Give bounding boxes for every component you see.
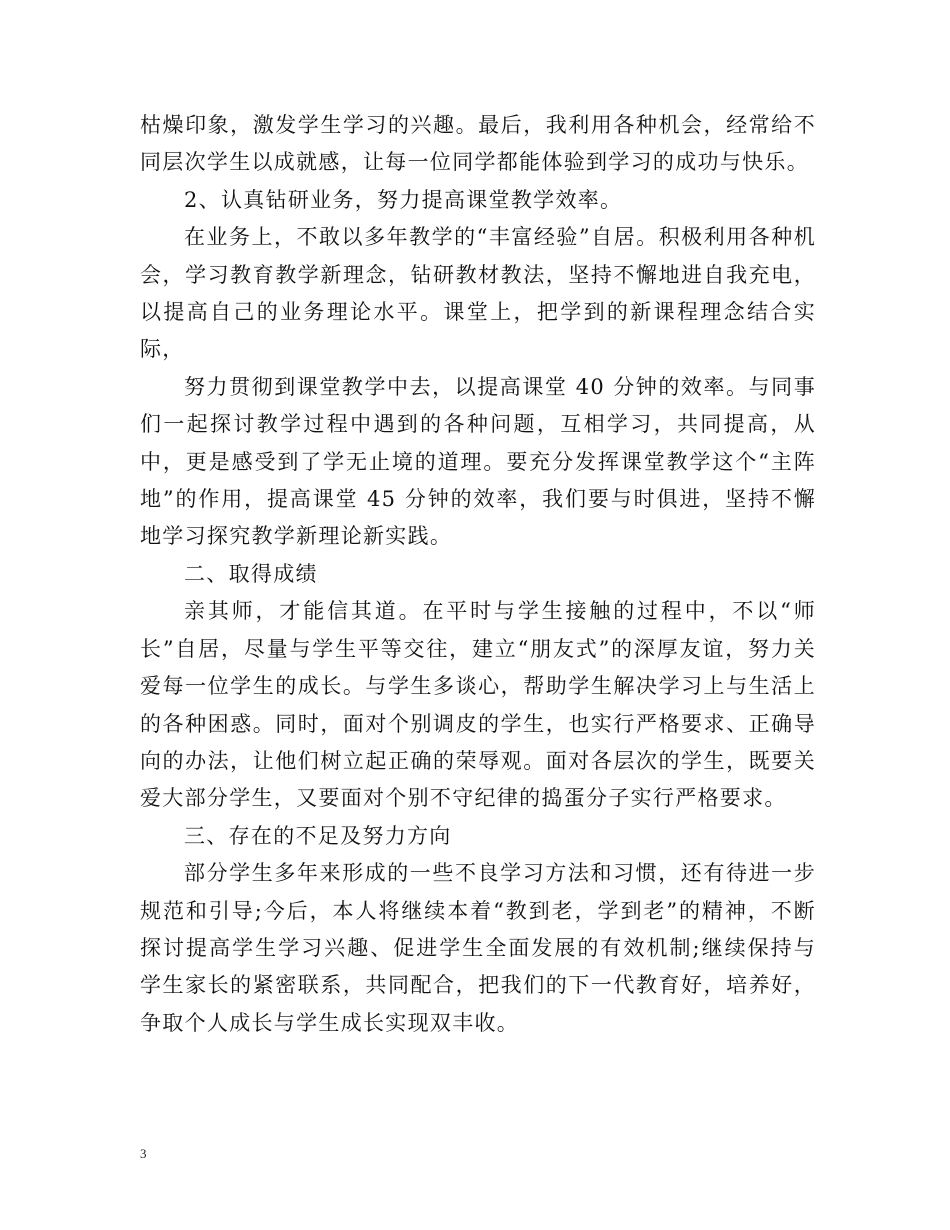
section-subheading: 2、认真钻研业务，努力提高课堂教学效率。: [184, 187, 623, 212]
paragraph: 亲其师，才能信其道。在平时与学生接触的过程中，不以“师长”自居，尽量与学生平等交往，建立“朋友式”的深厚友谊，努力关爱每一位学生的成长。与学生多谈心，帮助学生解决学习上与生活上的各种困惑。同时，面对个别调皮的学生，也实行严格要求、正确导向的办法，让他们树立起正确的荣辱观。面对各层次的学生，既要关爱大部分学生，又要面对个别不守纪律的捣蛋分子实行严格要求。: [140, 599, 816, 811]
document-body: [140, 107, 816, 1042]
page-number: 3: [140, 1146, 147, 1161]
paragraph: 努力贯彻到课堂教学中去，以提高课堂 40 分钟的效率。与同事们一起探讨教学过程中遇到的各种问题，互相学习，共同提高，从中，更是感受到了学无止境的道理。要充分发挥课堂教学这个“主阵地”的作用，提高课堂 45 分钟的效率，我们要与时俱进，坚持不懈地学习探究教学新理论新实践。: [140, 374, 816, 549]
section-heading: 三、存在的不足及努力方向: [184, 823, 452, 848]
paragraph: 在业务上，不敢以多年教学的“丰富经验”自居。积极利用各种机会，学习教育教学新理念，钻研教材教法，坚持不懈地进自我充电，以提高自己的业务理论水平。课堂上，把学到的新课程理念结合实际，: [140, 225, 816, 362]
paragraph: 部分学生多年来形成的一些不良学习方法和习惯，还有待进一步规范和引导;今后，本人将继续本着“教到老，学到老”的精神，不断探讨提高学生学习兴趣、促进学生全面发展的有效机制;继续保持与学生家长的紧密联系，共同配合，把我们的下一代教育好，培养好，争取个人成长与学生成长实现双丰收。: [140, 861, 816, 1035]
section-heading: 二、取得成绩: [184, 561, 318, 586]
paragraph: 枯燥印象，激发学生学习的兴趣。最后，我利用各种机会，经常给不同层次学生以成就感，让每一位同学都能体验到学习的成功与快乐。: [140, 113, 816, 175]
